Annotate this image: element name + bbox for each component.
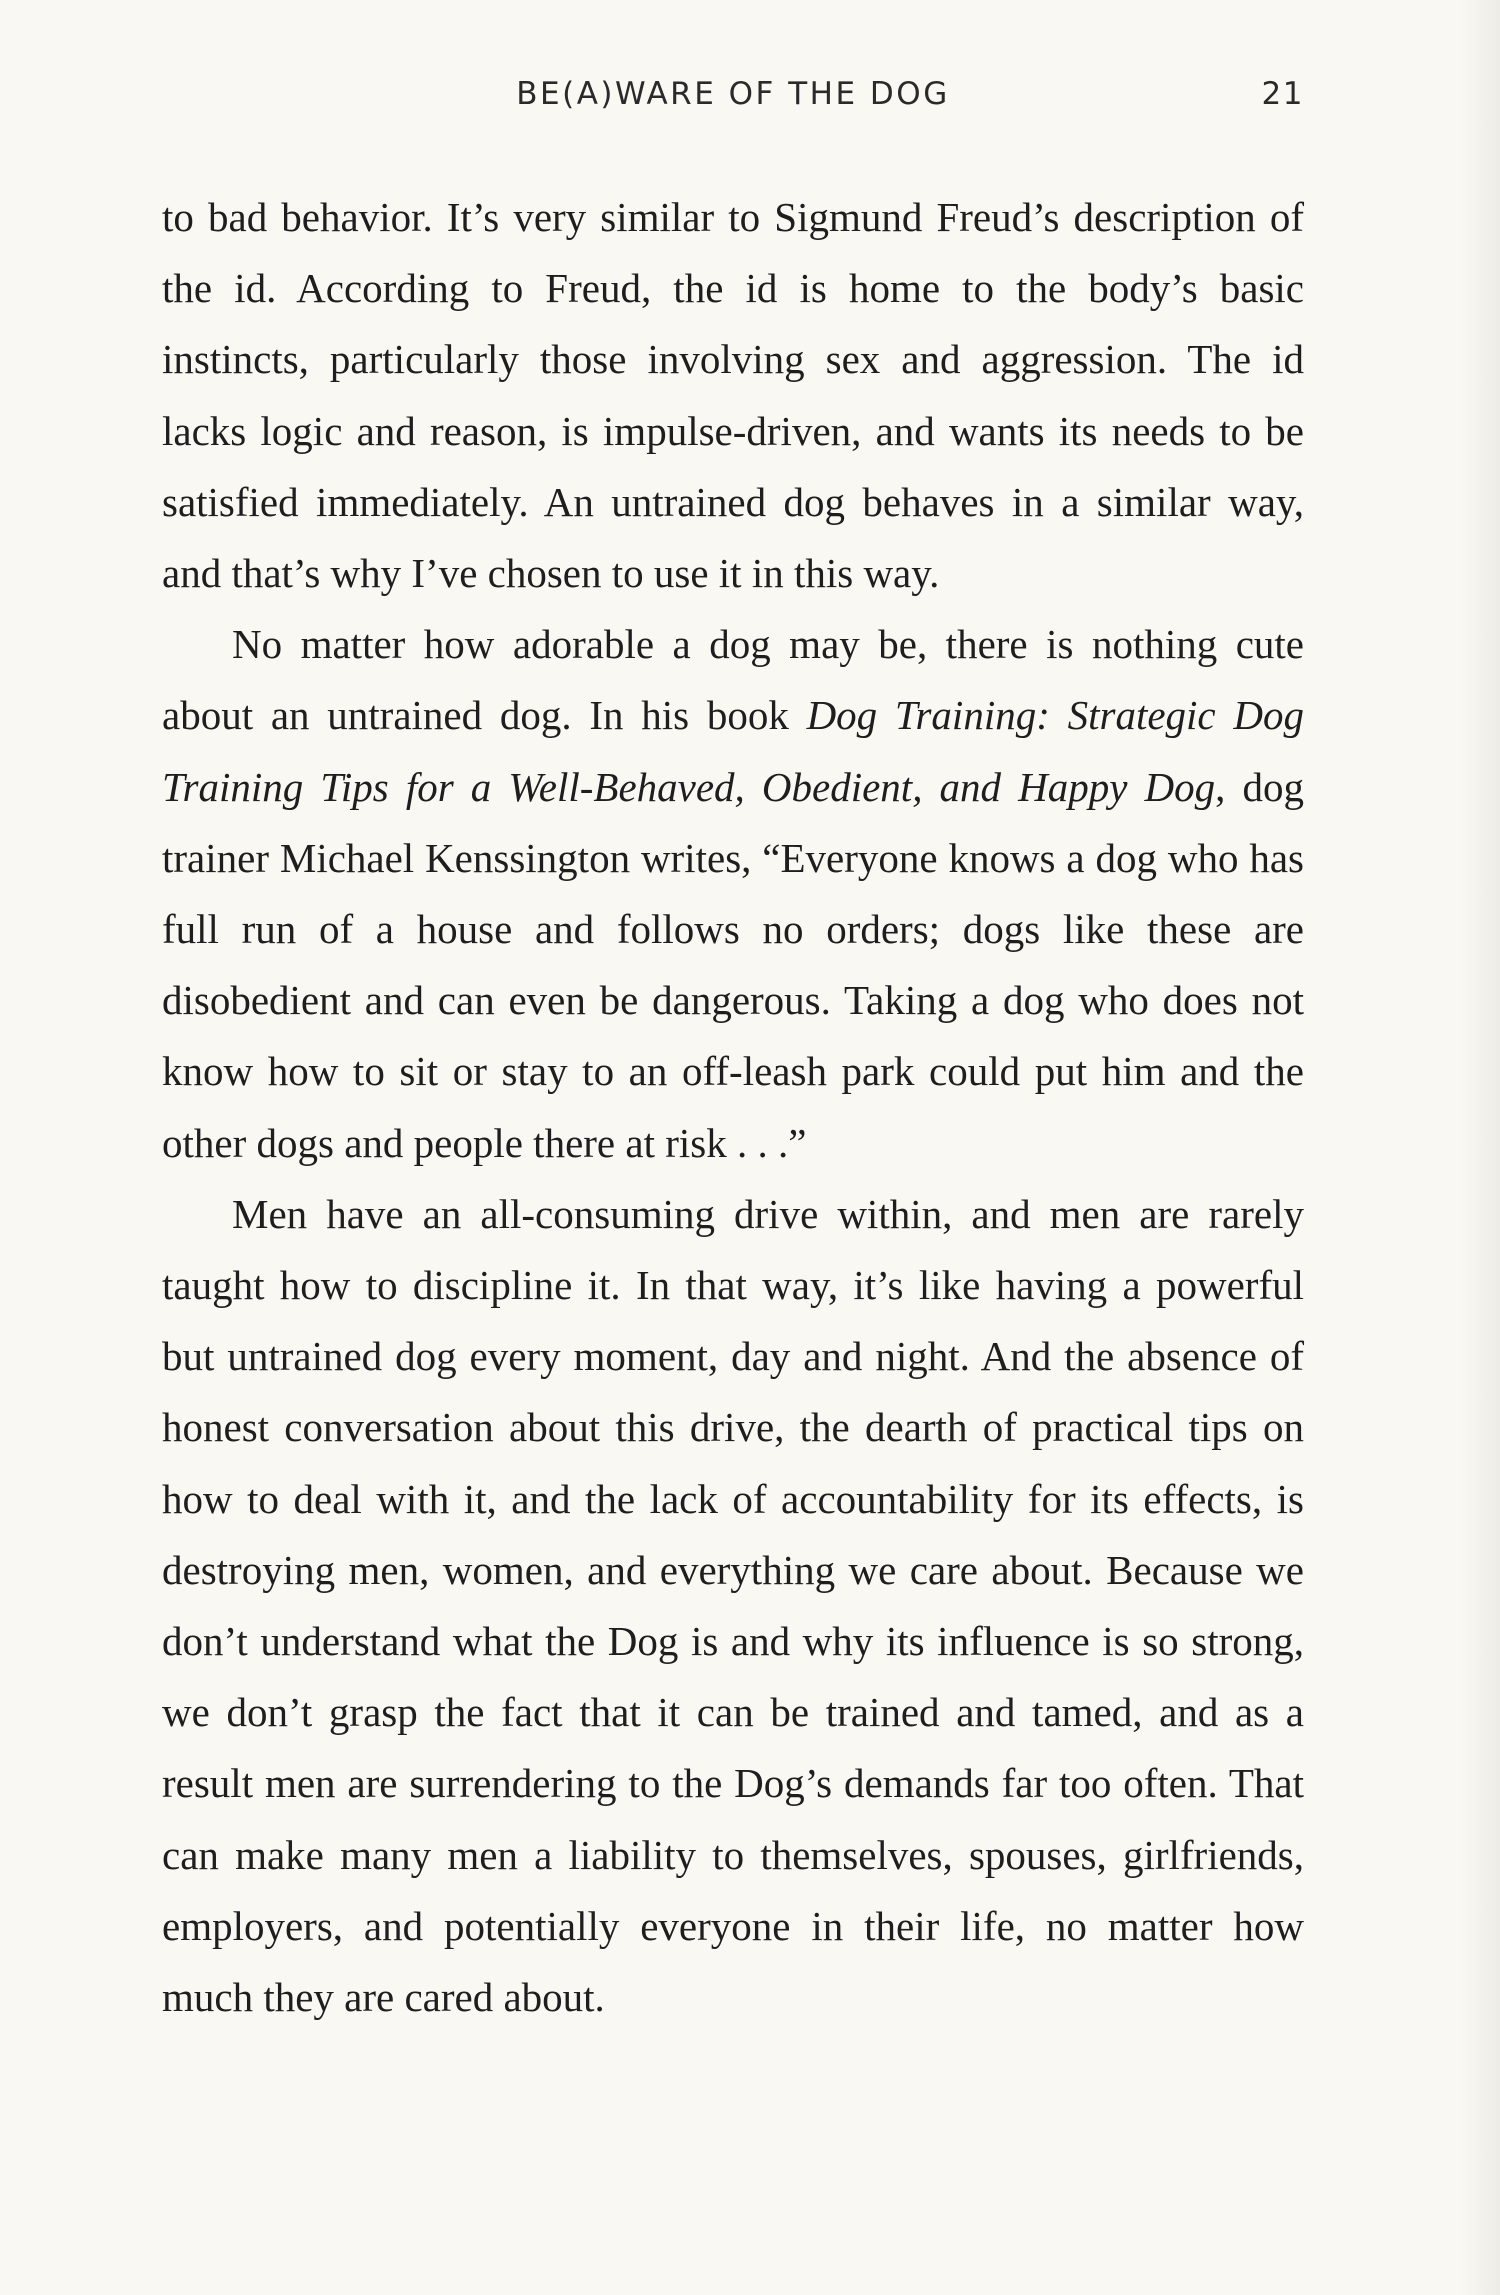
page-number: 21 <box>1261 76 1304 112</box>
book-title: Dog Training: Strategic Dog Training Tips for a Well-Behaved, Obedient, and Happy Dog <box>162 692 1304 810</box>
paragraph-1: to bad behavior. It’s very similar to Sigmund Freud’s description of the id. According to Freud, the id is home to the body’s basic instincts, particularly those involving sex and aggression. The id lacks logic and reason, is impulse-driven, and wants its needs to be satisfied immediately. An untrained dog behaves in a similar way, and that’s why I’ve chosen to use it in this way. <box>162 194 1304 597</box>
body-text <box>162 182 1304 2033</box>
paragraph-3: Men have an all-consuming drive within, and men are rarely taught how to discipline it. In that way, it’s like having a powerful but untrained dog every moment, day and night. And the absence of honest conversation about this drive, the dearth of practical tips on how to deal with it, and the lack of accountability for its effects, is destroying men, women, and everything we care about. Because we don’t understand what the Dog is and why its influence is so strong, we don’t grasp the fact that it can be trained and tamed, and as a result men are surrendering to the Dog’s demands far too often. That can make many men a liability to themselves, spouses, girlfriends, employers, and potentially everyone in their life, no matter how much they are cared about. <box>162 1190 1304 2021</box>
running-title: BE(A)WARE OF THE DOG <box>516 76 950 112</box>
running-head <box>162 76 1304 136</box>
paragraph-2-quote: , dog trainer Michael Kenssington writes, “Everyone knows a dog who has full run of a house and follows no orders; dogs like these are disobedient and can even be dangerous. Taking a dog who does not know how to sit or stay to an off-leash park could put him and the other dogs and people there at risk . . .” <box>162 763 1305 1166</box>
paragraph-2-intro: No matter how adorable a dog may be, there is nothing cute about an untrained dog. In his book <box>162 621 1304 739</box>
paragraph-2 <box>162 609 1304 1179</box>
page-edge-shadow <box>1460 0 1500 2295</box>
